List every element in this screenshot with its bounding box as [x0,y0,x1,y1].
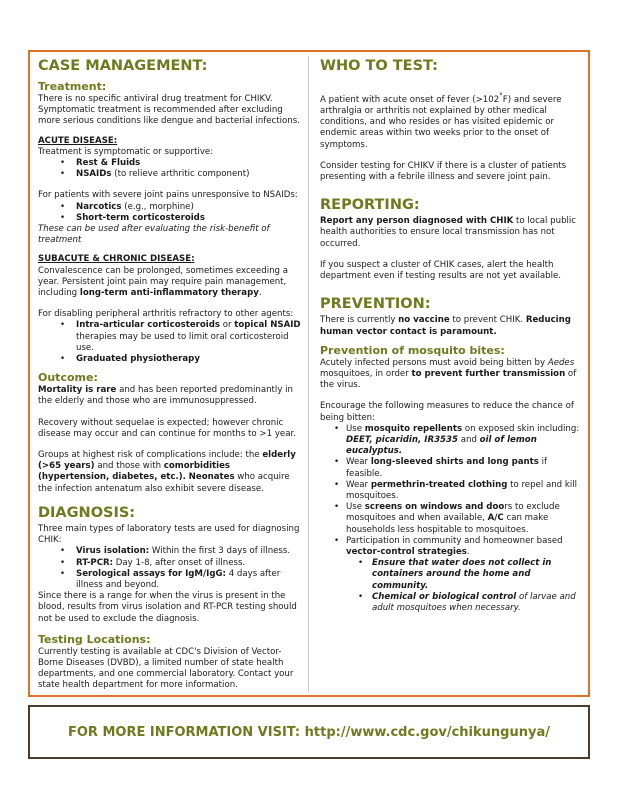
left-column [38,56,302,692]
outcome-heading: Outcome: [38,371,98,385]
list-item: • Virus isolation: Within the first 3 days of illness. [38,546,302,557]
subacute-text: Convalescence can be prolonged, sometimes exceeding a year. Persistent joint pain may require pain management, including long-term anti-inflammatory therapy. [38,265,288,299]
list-item: • Graduated physiotherapy [38,354,302,365]
recovery-text: Recovery without sequelae is expected; however chronic disease may occur and can continue for months to >1 year. [38,417,296,439]
testing-heading: Testing Locations: [38,632,151,646]
list-item: • Use mosquito repellents on exposed skin including: DEET, picaridin, IR3535 and oil of lemon eucalyptus. [320,424,582,458]
severe-note: These can be used after evaluating the risk-benefit of treatment [38,224,270,246]
diagnosis-list [38,546,302,591]
list-item: • RT-PCR: Day 1-8, after onset of illness. [38,558,302,569]
more-info-text: FOR MORE INFORMATION VISIT: http://www.cdc.gov/chikungunya/ [68,724,550,740]
reporting-text-2: If you suspect a cluster of CHIK cases, alert the health department even if testing results are not yet available. [320,259,562,282]
severe-text: For patients with severe joint pains unresponsive to NSAIDs: [38,190,298,201]
right-column [320,56,582,614]
who-text-2: Consider testing for CHIKV if there is a cluster of patients presenting with a febrile illness and severe joint pain. [320,160,567,183]
list-item: • Chemical or biological control of larvae and adult mosquitoes when necessary. [320,592,582,614]
more-info-banner [28,705,590,759]
diagnosis-title: DIAGNOSIS: [38,504,136,521]
severe-list [38,202,302,224]
who-to-test-title: WHO TO TEST: [320,58,438,74]
acute-heading: ACUTE DISEASE: [38,135,118,146]
list-item: • Rest & Fluids [38,158,302,169]
list-item: • Short-term corticosteroids [38,213,302,224]
risk-text: Groups at highest risk of complications include: the elderly (>65 years) and those with comorbidities (hypertension, diabetes, etc.). Neonates who acquire the infection antenatum also exhibit severe disease. [38,450,296,494]
list-item: • Intra-articular corticosteroids or topical NSAID therapies may be used to limit oral corticosteroid use. [38,320,302,354]
diagnosis-note: Since there is a range for when the virus is present in the blood, results from virus isolation and RT-PCR testing should not be used to exclude the diagnosis. [38,591,297,624]
disabling-list [38,320,302,365]
list-item: • Wear long-sleeved shirts and long pants if feasible. [320,457,582,479]
treatment-heading: Treatment: [38,80,107,93]
diagnosis-text: Three main types of laboratory tests are used for diagnosing CHIK: [38,523,300,546]
vector-control-list [320,558,582,614]
treatment-text: There is no specific antiviral drug treatment for CHIKV. Symptomatic treatment is recommended after excluding more serious conditions like dengue and bacterial infections. [38,94,300,127]
outcome-text: Mortality is rare and has been reported predominantly in the elderly and those who are immunosuppressed. [38,385,293,407]
prevention-title: PREVENTION: [320,296,431,313]
measures-list [320,424,582,558]
who-text: A patient with acute onset of fever (>102°F) and severe arthralgia or arthritis not explained by other medical conditions, and who resides or has visited epidemic or endemic areas within two weeks prior to the onset of symptoms. [320,91,562,150]
acute-list [38,158,302,180]
column-divider [308,56,309,692]
acute-text: Treatment is symptomatic or supportive: [38,146,214,157]
encourage-text: Encourage the following measures to reduce the chance of being bitten: [320,401,574,423]
subacute-heading: SUBACUTE & CHRONIC DISEASE: [38,254,195,265]
reporting-title: REPORTING: [320,197,420,214]
testing-text: Currently testing is available at CDC's Division of Vector-Borne Diseases (DVBD), a limited number of state health departments, and one commercial laboratory. Contact your state health department for more information. [38,646,294,691]
case-management-title: CASE MANAGEMENT: [38,58,208,74]
list-item: • Serological assays for IgM/IgG: 4 days after illness and beyond. [38,569,302,591]
list-item: • NSAIDs (to relieve arthritic component) [38,169,302,180]
reporting-text: Report any person diagnosed with CHIK to local public health authorities to ensure local transmission has not occurred. [320,216,577,249]
list-item: • Narcotics (e.g., morphine) [38,202,302,213]
list-item: • Use screens on windows and doors to exclude mosquitoes and when available, A/C can make households less hospitable to mosquitoes. [320,502,582,536]
bites-text: Acutely infected persons must avoid being bitten by Aedes mosquitoes, in order to prevent further transmission of the virus. [320,357,577,391]
list-item: • Wear permethrin-treated clothing to repel and kill mosquitoes. [320,480,582,502]
list-item: • Ensure that water does not collect in containers around the home and community. [320,558,582,592]
prevention-text: There is currently no vaccine to prevent CHIK. Reducing human vector contact is paramount. [320,315,571,337]
list-item: • Participation in community and homeowner based vector-control strategies. [320,536,582,558]
mosquito-bites-heading: Prevention of mosquito bites: [320,343,505,357]
disabling-text: For disabling peripheral arthritis refractory to other agents: [38,309,294,320]
